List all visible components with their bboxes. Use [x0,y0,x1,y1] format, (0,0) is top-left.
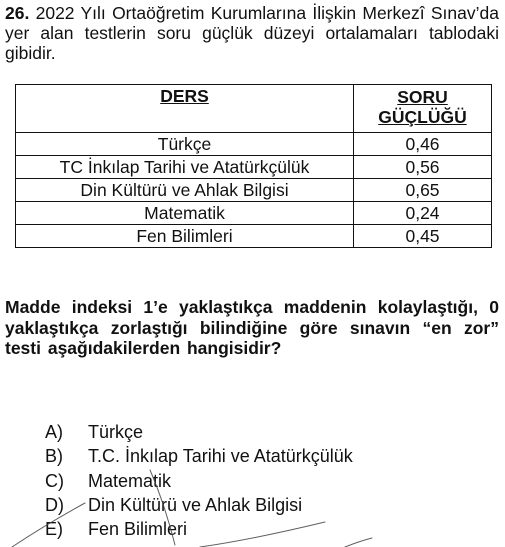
cell-ders: Matematik [16,202,354,225]
option-letter: D) [45,494,64,515]
header-ders: DERS [16,85,354,133]
difficulty-table [15,84,492,248]
option-d[interactable] [45,493,353,517]
option-b[interactable] [45,444,353,468]
cell-ders: Türkçe [16,133,354,156]
cell-value: 0,24 [354,202,492,225]
header-soru-line2: GÜÇLÜĞÜ [378,107,467,127]
option-text: Matematik [88,470,172,491]
option-text: Fen Bilimleri [88,519,188,540]
header-soru-guclugu [354,85,492,133]
cell-ders: Din Kültürü ve Ahlak Bilgisi [16,179,354,202]
table-row [16,156,492,179]
option-letter: B) [45,446,63,467]
option-text: T.C. İnkılap Tarihi ve Atatürkçülük [88,446,353,467]
cell-value: 0,56 [354,156,492,179]
cell-value: 0,46 [354,133,492,156]
header-soru-line1: SORU [397,87,448,107]
cell-ders: Fen Bilimleri [16,225,354,248]
option-e[interactable] [45,517,353,541]
option-text: Türkçe [88,422,144,442]
question-intro-text: 2022 Yılı Ortaöğretim Kurumlarına İlişkin Merkezî Sınav’da yer alan testlerin soru güçlük düzeyi ortalamaları tablodaki gibidir. [5,3,499,63]
option-text: Din Kültürü ve Ahlak Bilgisi [88,494,303,515]
option-letter: C) [45,470,64,491]
table-header-row [16,85,492,133]
cell-value: 0,45 [354,225,492,248]
option-letter: E) [45,519,63,540]
question-intro [5,3,499,63]
table-row [16,133,492,156]
answer-options [45,420,353,541]
option-letter: A) [45,422,63,442]
table-row [16,225,492,248]
cell-ders: TC İnkılap Tarihi ve Atatürkçülük [16,156,354,179]
table-row [16,202,492,225]
question-prompt: Madde indeksi 1’e yaklaştıkça maddenin kolaylaştığı, 0 yaklaştıkça zorlaştığı bilindiğine göre sınavın “en zor” testi aşağıdakilerden hangisidir? [5,297,499,358]
table-row [16,179,492,202]
option-a[interactable] [45,420,353,444]
cell-value: 0,65 [354,179,492,202]
option-c[interactable] [45,469,353,493]
question-number: 26. [5,3,30,23]
